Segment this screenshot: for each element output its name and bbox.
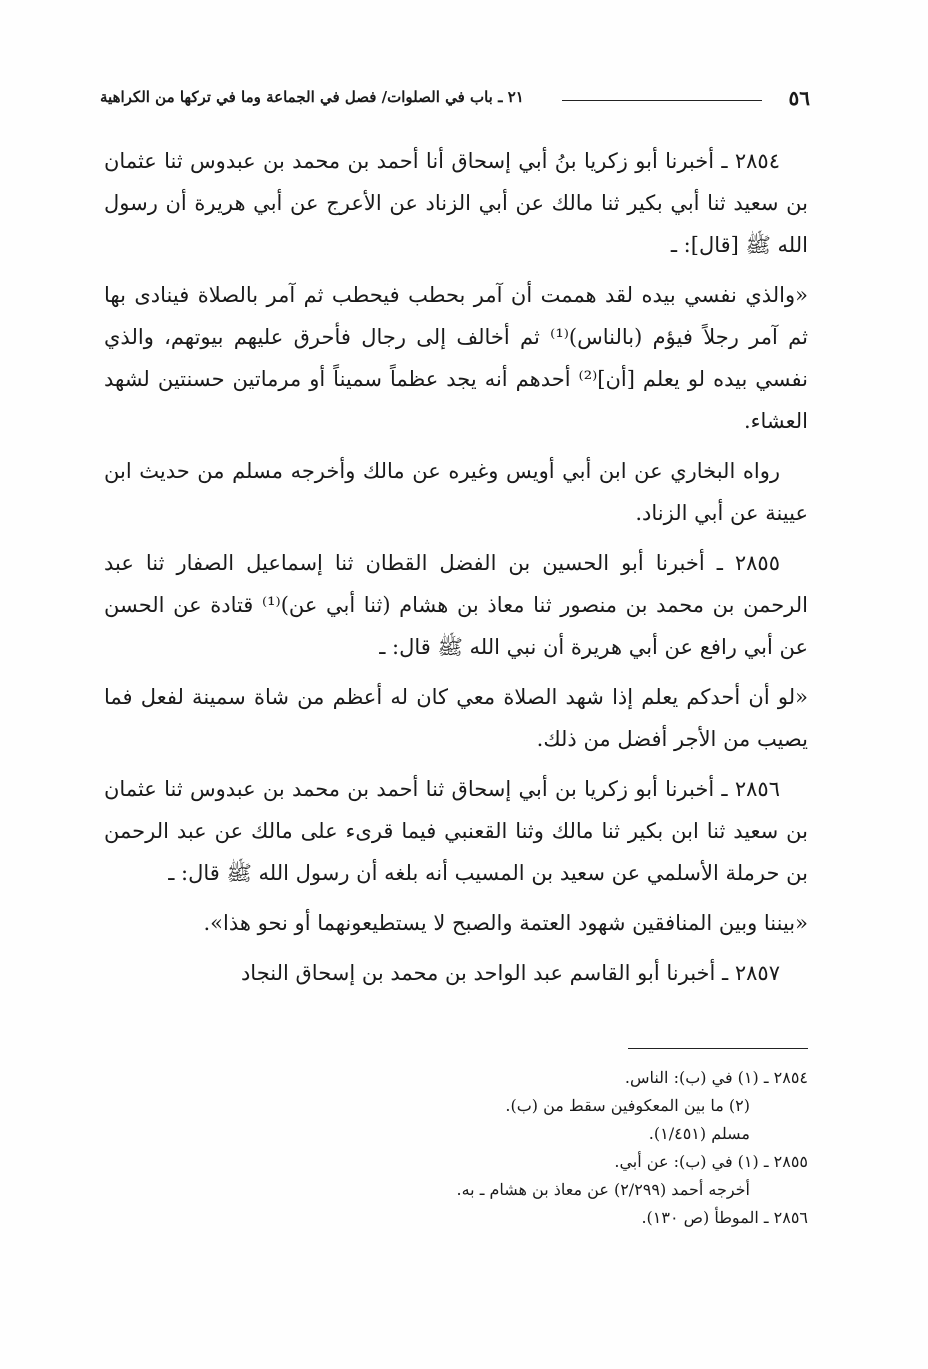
footnotes <box>248 1064 808 1232</box>
footnote-item: ٢٨٥٦ ـ الموطأ (ص ١٣٠). <box>641 1208 808 1227</box>
footnote-item: ٢٨٥٥ ـ (١) في (ب): عن أبي. <box>614 1152 808 1171</box>
hadith-2854-source: رواه البخاري عن ابن أبي أويس وغيره عن مالك وأخرجه مسلم من حديث ابن عيينة عن أبي الزناد. <box>104 459 808 525</box>
hadith-2856-chain: ٢٨٥٦ ـ أخبرنا أبو زكريا بن أبي إسحاق ثنا أحمد بن محمد بن عبدوس ثنا عثمان بن سعيد ثنا ابن بكير ثنا مالك وثنا القعنبي فيما قرىء على مالك عن عبد الرحمن بن حرملة الأسلمي عن سعيد بن المسيب أنه بلغه أن رسول الله ﷺ قال: ـ <box>104 777 809 885</box>
footnote-item: أخرجه أحمد (٢/٢٩٩) عن معاذ بن هشام ـ به. <box>456 1180 750 1199</box>
footnote-item: ٢٨٥٤ ـ (١) في (ب): الناس. <box>624 1068 808 1087</box>
hadith-2857-chain: ٢٨٥٧ ـ أخبرنا أبو القاسم عبد الواحد بن محمد بن إسحاق النجاد <box>240 961 780 985</box>
hadith-2854-chain: ٢٨٥٤ ـ أخبرنا أبو زكريا بنُ أبي إسحاق أنا أحمد بن محمد بن عبدوس ثنا عثمان بن سعيد ثنا أبي بكير ثنا مالك عن أبي الزناد عن الأعرج عن أبي هريرة أن رسول الله ﷺ [قال]: ـ <box>104 149 808 257</box>
footnote-item: (٢) ما بين المعكوفين سقط من (ب). <box>505 1096 750 1115</box>
main-text <box>104 140 808 1002</box>
page-header <box>100 86 810 116</box>
hadith-2856-text: «بيننا وبين المنافقين شهود العتمة والصبح لا يستطيعونهما أو نحو هذا». <box>203 911 808 935</box>
footnote-divider <box>628 1048 808 1049</box>
hadith-2854-text: «والذي نفسي بيده لقد هممت أن آمر بحطب فيحطب ثم آمر بالصلاة فينادى بها ثم آمر رجلاً فيؤم (بالناس)⁽¹⁾ ثم أخالف إلى رجال فأحرق عليهم بيوتهم، والذي نفسي بيده لو يعلم [أن]⁽²⁾ أحدهم أنه يجد عظماً سميناً أو مرماتين حسنتين لشهد العشاء. <box>104 283 808 433</box>
running-title: ٢١ ـ باب في الصلوات/ فصل في الجماعة وما في تركها من الكراهية <box>100 88 524 106</box>
header-divider <box>562 100 762 101</box>
footnote-item: مسلم (١/٤٥١). <box>648 1124 750 1143</box>
page-number: ٥٦ <box>788 86 810 110</box>
hadith-2855-text: «لو أن أحدكم يعلم إذا شهد الصلاة معي كان له أعظم من شاة سمينة لفعل فما يصيب من الأجر أفضل من ذلك. <box>104 685 808 751</box>
hadith-2855-chain: ٢٨٥٥ ـ أخبرنا أبو الحسين بن الفضل القطان ثنا إسماعيل الصفار ثنا عبد الرحمن بن محمد بن منصور ثنا معاذ بن هشام (ثنا أبي عن)⁽¹⁾ قتادة عن الحسن عن أبي رافع عن أبي هريرة أن نبي الله ﷺ قال: ـ <box>104 551 809 659</box>
